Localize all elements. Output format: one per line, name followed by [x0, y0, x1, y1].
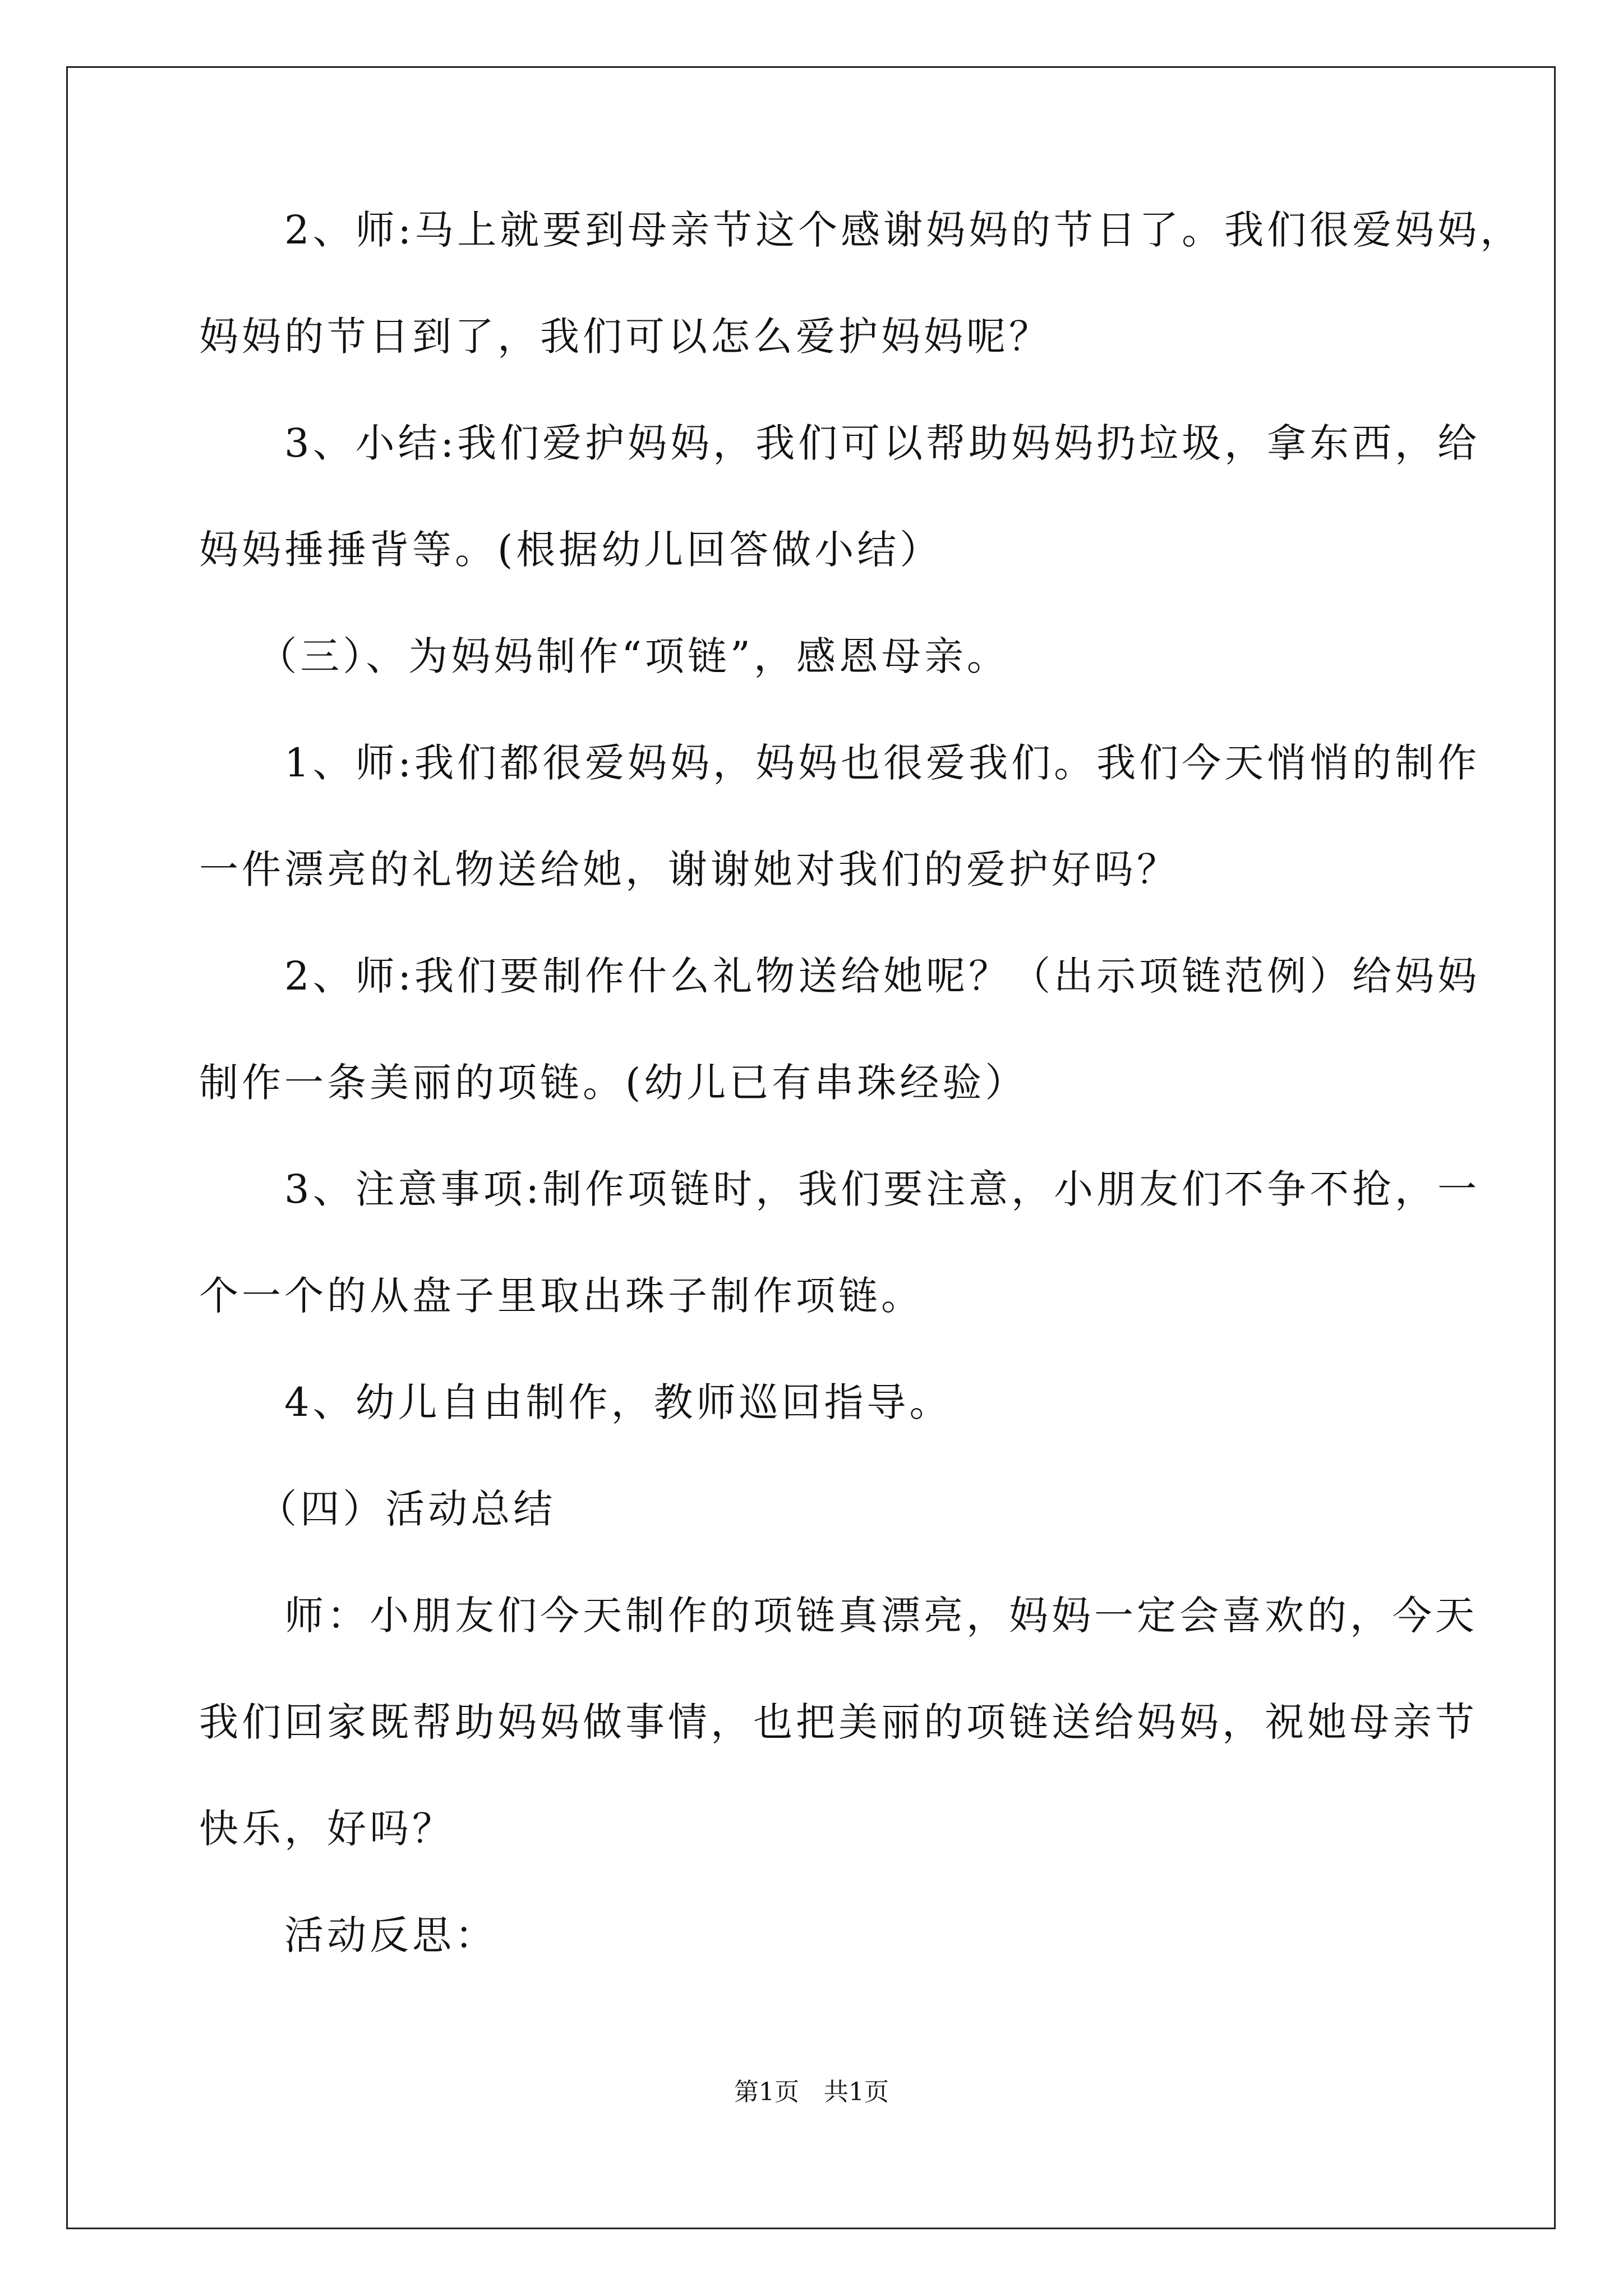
text-line: 2、师:马上就要到母亲节这个感谢妈妈的节日了。我们很爱妈妈，: [199, 207, 1523, 253]
text-line: 2、师:我们要制作什么礼物送给她呢？（出示项链范例）给妈妈: [199, 953, 1481, 999]
text-line: 制作一条美丽的项链。(幼儿已有串珠经验）: [199, 1060, 1028, 1106]
text-line: 个一个的从盘子里取出珠子制作项链。: [199, 1273, 924, 1319]
text-line: 师：小朋友们今天制作的项链真漂亮，妈妈一定会喜欢的，今天: [199, 1593, 1478, 1639]
text-line: 1、师:我们都很爱妈妈，妈妈也很爱我们。我们今天悄悄的制作: [199, 740, 1481, 786]
text-line: 妈妈的节日到了，我们可以怎么爱护妈妈呢？: [199, 314, 1052, 360]
page-number-footer: 第1页 共1页: [734, 2078, 889, 2106]
section-heading: （四）活动总结: [199, 1486, 556, 1532]
text-line: 4、幼儿自由制作，教师巡回指导。: [199, 1379, 952, 1425]
section-heading: （三）、为妈妈制作“项链”，感恩母亲。: [199, 633, 1009, 679]
text-line: 3、小结:我们爱护妈妈，我们可以帮助妈妈扔垃圾，拿东西，给: [199, 420, 1481, 466]
text-line: 3、注意事项:制作项链时，我们要注意，小朋友们不争不抢，一: [199, 1166, 1481, 1212]
text-line: 一件漂亮的礼物送给她，谢谢她对我们的爱护好吗？: [199, 846, 1179, 892]
text-line: 我们回家既帮助妈妈做事情，也把美丽的项链送给妈妈，祝她母亲节: [199, 1699, 1478, 1745]
page-frame: [66, 66, 1556, 2229]
text-line: 妈妈捶捶背等。(根据幼儿回答做小结）: [199, 527, 943, 573]
text-line: 活动反思：: [199, 1912, 497, 1958]
text-line: 快乐，好吗？: [199, 1806, 455, 1852]
